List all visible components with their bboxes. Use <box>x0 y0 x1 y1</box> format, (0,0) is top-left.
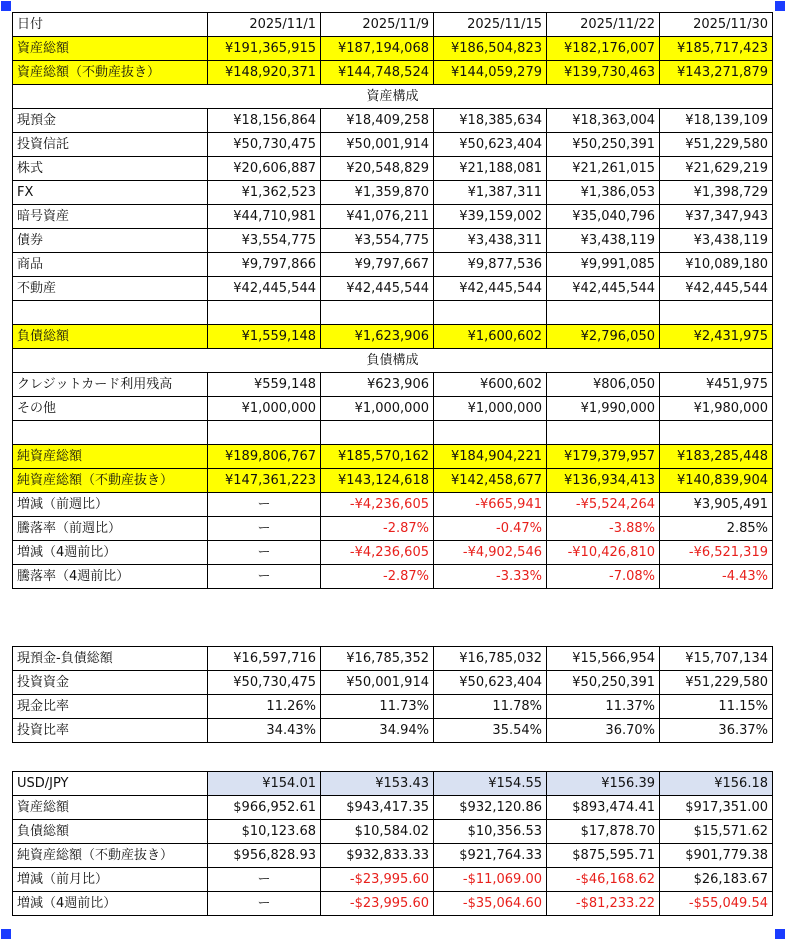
table-row <box>13 772 773 796</box>
table-row <box>13 421 773 445</box>
table-row <box>13 517 773 541</box>
value-cell[interactable]: $943,417.35 <box>321 796 434 820</box>
value-cell[interactable]: -2.87% <box>321 517 434 541</box>
table-row <box>13 157 773 181</box>
value-cell[interactable]: ¥18,385,634 <box>434 109 547 133</box>
value-cell[interactable]: 36.70% <box>547 719 660 743</box>
value-cell[interactable]: ¥1,000,000 <box>208 397 321 421</box>
row-label-cell[interactable]: 現預金-負債総額 <box>13 647 208 671</box>
table-row <box>13 109 773 133</box>
table-row <box>13 181 773 205</box>
value-cell[interactable]: ¥37,347,943 <box>660 205 773 229</box>
table-row <box>13 85 773 109</box>
row-label-cell[interactable]: 投資資金 <box>13 671 208 695</box>
date-cell[interactable]: 2025/11/22 <box>547 13 660 37</box>
blank-cell[interactable] <box>13 301 208 325</box>
value-cell[interactable]: ¥50,250,391 <box>547 133 660 157</box>
value-cell[interactable]: ¥1,600,602 <box>434 325 547 349</box>
value-cell[interactable]: $932,120.86 <box>434 796 547 820</box>
table-row <box>13 229 773 253</box>
row-label-cell[interactable]: 増減（前週比） <box>13 493 208 517</box>
value-cell[interactable]: 34.43% <box>208 719 321 743</box>
blank-cell[interactable] <box>321 421 434 445</box>
value-cell[interactable]: ¥9,797,667 <box>321 253 434 277</box>
value-cell[interactable]: ¥154.01 <box>208 772 321 796</box>
table-row <box>13 253 773 277</box>
row-label-cell[interactable]: その他 <box>13 397 208 421</box>
blank-cell[interactable] <box>434 421 547 445</box>
date-cell[interactable]: 2025/11/9 <box>321 13 434 37</box>
value-cell[interactable]: ¥154.55 <box>434 772 547 796</box>
value-cell[interactable]: -3.88% <box>547 517 660 541</box>
table-row <box>13 469 773 493</box>
value-cell[interactable]: ー <box>208 892 321 916</box>
value-cell[interactable]: ¥451,975 <box>660 373 773 397</box>
value-cell[interactable]: $10,123.68 <box>208 820 321 844</box>
value-cell[interactable]: $875,595.71 <box>547 844 660 868</box>
row-label-cell[interactable]: USD/JPY <box>13 772 208 796</box>
value-cell[interactable]: -7.08% <box>547 565 660 589</box>
usd-table <box>12 771 773 916</box>
value-cell[interactable]: -$23,995.60 <box>321 868 434 892</box>
table-row <box>13 892 773 916</box>
table-row <box>13 647 773 671</box>
row-label-cell[interactable]: 資産総額（不動産抜き） <box>13 61 208 85</box>
value-cell[interactable]: ¥156.39 <box>547 772 660 796</box>
value-cell[interactable]: ¥1,362,523 <box>208 181 321 205</box>
value-cell[interactable]: ¥191,365,915 <box>208 37 321 61</box>
row-label-cell[interactable]: 株式 <box>13 157 208 181</box>
value-cell[interactable]: $17,878.70 <box>547 820 660 844</box>
value-cell[interactable]: 11.37% <box>547 695 660 719</box>
value-cell[interactable]: ¥9,877,536 <box>434 253 547 277</box>
value-cell[interactable]: $15,571.62 <box>660 820 773 844</box>
value-cell[interactable]: ¥42,445,544 <box>547 277 660 301</box>
value-cell[interactable]: -¥6,521,319 <box>660 541 773 565</box>
value-cell[interactable]: ¥39,159,002 <box>434 205 547 229</box>
value-cell[interactable]: ¥179,379,957 <box>547 445 660 469</box>
value-cell[interactable]: $917,351.00 <box>660 796 773 820</box>
value-cell[interactable]: -4.43% <box>660 565 773 589</box>
value-cell[interactable]: ー <box>208 541 321 565</box>
value-cell[interactable]: ¥147,361,223 <box>208 469 321 493</box>
blank-cell[interactable] <box>547 421 660 445</box>
value-cell[interactable]: ¥42,445,544 <box>660 277 773 301</box>
value-cell[interactable]: -$46,168.62 <box>547 868 660 892</box>
value-cell[interactable]: ¥144,059,279 <box>434 61 547 85</box>
table-row <box>13 277 773 301</box>
value-cell[interactable]: ー <box>208 517 321 541</box>
row-label-cell[interactable]: 騰落率（4週前比） <box>13 565 208 589</box>
section-header-cell[interactable]: 負債構成 <box>13 349 773 373</box>
table-row <box>13 719 773 743</box>
value-cell[interactable]: $956,828.93 <box>208 844 321 868</box>
value-cell[interactable]: ¥189,806,767 <box>208 445 321 469</box>
row-label-cell[interactable]: クレジットカード利用残高 <box>13 373 208 397</box>
value-cell[interactable]: ¥1,623,906 <box>321 325 434 349</box>
value-cell[interactable]: ¥16,785,032 <box>434 647 547 671</box>
value-cell[interactable]: ¥42,445,544 <box>321 277 434 301</box>
row-label-cell[interactable]: 投資比率 <box>13 719 208 743</box>
value-cell[interactable]: 11.26% <box>208 695 321 719</box>
value-cell[interactable]: ¥21,188,081 <box>434 157 547 181</box>
selection-handle-bottom-left[interactable] <box>1 929 11 939</box>
selection-handle-top-right[interactable] <box>775 1 785 11</box>
row-label-cell[interactable]: 騰落率（前週比） <box>13 517 208 541</box>
table-row <box>13 695 773 719</box>
value-cell[interactable]: ¥20,606,887 <box>208 157 321 181</box>
value-cell[interactable]: ¥15,566,954 <box>547 647 660 671</box>
selection-handle-bottom-right[interactable] <box>775 929 785 939</box>
value-cell[interactable]: ¥10,089,180 <box>660 253 773 277</box>
value-cell[interactable]: ¥3,905,491 <box>660 493 773 517</box>
value-cell[interactable]: ¥1,398,729 <box>660 181 773 205</box>
value-cell[interactable]: 11.15% <box>660 695 773 719</box>
table-row <box>13 205 773 229</box>
value-cell[interactable]: -¥4,902,546 <box>434 541 547 565</box>
value-cell[interactable]: -¥4,236,605 <box>321 541 434 565</box>
row-label-cell[interactable]: 純資産総額 <box>13 445 208 469</box>
value-cell[interactable]: $26,183.67 <box>660 868 773 892</box>
table-row <box>13 61 773 85</box>
value-cell[interactable]: -$81,233.22 <box>547 892 660 916</box>
value-cell[interactable]: ¥1,000,000 <box>321 397 434 421</box>
value-cell[interactable]: ¥15,707,134 <box>660 647 773 671</box>
value-cell[interactable]: -¥665,941 <box>434 493 547 517</box>
value-cell[interactable]: -$11,069.00 <box>434 868 547 892</box>
blank-cell[interactable] <box>660 301 773 325</box>
value-cell[interactable]: ¥148,920,371 <box>208 61 321 85</box>
date-cell[interactable]: 2025/11/1 <box>208 13 321 37</box>
table-row <box>13 301 773 325</box>
value-cell[interactable]: ¥51,229,580 <box>660 133 773 157</box>
table-row <box>13 493 773 517</box>
table-row <box>13 373 773 397</box>
row-label-cell[interactable]: 債券 <box>13 229 208 253</box>
value-cell[interactable]: -$55,049.54 <box>660 892 773 916</box>
value-cell[interactable]: $932,833.33 <box>321 844 434 868</box>
blank-cell[interactable] <box>208 421 321 445</box>
row-label-cell[interactable]: 純資産総額（不動産抜き） <box>13 469 208 493</box>
value-cell[interactable]: ¥18,363,004 <box>547 109 660 133</box>
value-cell[interactable]: 36.37% <box>660 719 773 743</box>
value-cell[interactable]: $10,356.53 <box>434 820 547 844</box>
blank-cell[interactable] <box>547 301 660 325</box>
date-cell[interactable]: 2025/11/15 <box>434 13 547 37</box>
value-cell[interactable]: $10,584.02 <box>321 820 434 844</box>
value-cell[interactable]: ¥51,229,580 <box>660 671 773 695</box>
value-cell[interactable]: ¥50,623,404 <box>434 133 547 157</box>
blank-cell[interactable] <box>208 301 321 325</box>
value-cell[interactable]: ¥16,597,716 <box>208 647 321 671</box>
value-cell[interactable]: ¥44,710,981 <box>208 205 321 229</box>
date-cell[interactable]: 2025/11/30 <box>660 13 773 37</box>
section-header-cell[interactable]: 資産構成 <box>13 85 773 109</box>
value-cell[interactable]: -0.47% <box>434 517 547 541</box>
value-cell[interactable]: 34.94% <box>321 719 434 743</box>
row-label-cell[interactable]: 商品 <box>13 253 208 277</box>
value-cell[interactable]: 11.73% <box>321 695 434 719</box>
value-cell[interactable]: ¥21,261,015 <box>547 157 660 181</box>
value-cell[interactable]: ¥136,934,413 <box>547 469 660 493</box>
value-cell[interactable]: ¥156.18 <box>660 772 773 796</box>
row-label-cell[interactable]: 増減（前月比） <box>13 868 208 892</box>
value-cell[interactable]: ¥50,001,914 <box>321 133 434 157</box>
value-cell[interactable]: ¥1,387,311 <box>434 181 547 205</box>
value-cell[interactable]: ¥3,554,775 <box>321 229 434 253</box>
value-cell[interactable]: ¥140,839,904 <box>660 469 773 493</box>
value-cell[interactable]: ¥186,504,823 <box>434 37 547 61</box>
value-cell[interactable]: 2.85% <box>660 517 773 541</box>
table-row <box>13 868 773 892</box>
value-cell[interactable]: ¥35,040,796 <box>547 205 660 229</box>
value-cell[interactable]: ¥1,000,000 <box>434 397 547 421</box>
table-row <box>13 325 773 349</box>
row-label-cell[interactable]: 増減（4週前比） <box>13 892 208 916</box>
value-cell[interactable]: ¥139,730,463 <box>547 61 660 85</box>
value-cell[interactable]: ¥1,990,000 <box>547 397 660 421</box>
value-cell[interactable]: ¥559,148 <box>208 373 321 397</box>
row-label-cell[interactable]: 資産総額 <box>13 796 208 820</box>
value-cell[interactable]: ¥18,156,864 <box>208 109 321 133</box>
value-cell[interactable]: ¥600,602 <box>434 373 547 397</box>
value-cell[interactable]: ¥184,904,221 <box>434 445 547 469</box>
value-cell[interactable]: ¥50,623,404 <box>434 671 547 695</box>
value-cell[interactable]: 11.78% <box>434 695 547 719</box>
value-cell[interactable]: ¥187,194,068 <box>321 37 434 61</box>
value-cell[interactable]: $901,779.38 <box>660 844 773 868</box>
value-cell[interactable]: ¥2,796,050 <box>547 325 660 349</box>
table-row <box>13 565 773 589</box>
row-label-cell[interactable]: 資産総額 <box>13 37 208 61</box>
blank-cell[interactable] <box>321 301 434 325</box>
table-row <box>13 844 773 868</box>
value-cell[interactable]: ¥9,991,085 <box>547 253 660 277</box>
value-cell[interactable]: $893,474.41 <box>547 796 660 820</box>
cash-ratio-table <box>12 646 773 743</box>
value-cell[interactable]: -¥10,426,810 <box>547 541 660 565</box>
value-cell[interactable]: ¥3,438,119 <box>660 229 773 253</box>
net-worth-table <box>12 12 773 589</box>
table-row <box>13 671 773 695</box>
value-cell[interactable]: ¥18,409,258 <box>321 109 434 133</box>
value-cell[interactable]: ¥20,548,829 <box>321 157 434 181</box>
value-cell[interactable]: ¥3,554,775 <box>208 229 321 253</box>
value-cell[interactable]: ¥3,438,311 <box>434 229 547 253</box>
value-cell[interactable]: ¥183,285,448 <box>660 445 773 469</box>
value-cell[interactable]: ¥50,250,391 <box>547 671 660 695</box>
value-cell[interactable]: ¥50,730,475 <box>208 133 321 157</box>
row-label-cell[interactable]: 純資産総額（不動産抜き） <box>13 844 208 868</box>
value-cell[interactable]: ¥144,748,524 <box>321 61 434 85</box>
table-row <box>13 445 773 469</box>
value-cell[interactable]: ¥1,359,870 <box>321 181 434 205</box>
value-cell[interactable]: ¥41,076,211 <box>321 205 434 229</box>
blank-cell[interactable] <box>434 301 547 325</box>
value-cell[interactable]: ¥42,445,544 <box>434 277 547 301</box>
date-header-row <box>13 13 773 37</box>
value-cell[interactable]: ¥185,570,162 <box>321 445 434 469</box>
date-label-cell[interactable]: 日付 <box>13 13 208 37</box>
value-cell[interactable]: -$35,064.60 <box>434 892 547 916</box>
value-cell[interactable]: ¥1,559,148 <box>208 325 321 349</box>
value-cell[interactable]: ¥185,717,423 <box>660 37 773 61</box>
value-cell[interactable]: -3.33% <box>434 565 547 589</box>
value-cell[interactable]: ¥182,176,007 <box>547 37 660 61</box>
blank-cell[interactable] <box>13 421 208 445</box>
value-cell[interactable]: ¥50,730,475 <box>208 671 321 695</box>
value-cell[interactable]: ー <box>208 565 321 589</box>
value-cell[interactable]: ¥42,445,544 <box>208 277 321 301</box>
table-row <box>13 796 773 820</box>
value-cell[interactable]: ¥2,431,975 <box>660 325 773 349</box>
table-row <box>13 397 773 421</box>
value-cell[interactable]: ¥16,785,352 <box>321 647 434 671</box>
value-cell[interactable]: -¥5,524,264 <box>547 493 660 517</box>
value-cell[interactable]: ¥143,271,879 <box>660 61 773 85</box>
value-cell[interactable]: ¥18,139,109 <box>660 109 773 133</box>
value-cell[interactable]: ¥143,124,618 <box>321 469 434 493</box>
blank-cell[interactable] <box>660 421 773 445</box>
selection-handle-top-left[interactable] <box>1 1 11 11</box>
row-label-cell[interactable]: 負債総額 <box>13 820 208 844</box>
value-cell[interactable]: ¥1,386,053 <box>547 181 660 205</box>
table-row <box>13 349 773 373</box>
value-cell[interactable]: $966,952.61 <box>208 796 321 820</box>
value-cell[interactable]: -¥4,236,605 <box>321 493 434 517</box>
row-label-cell[interactable]: 暗号資産 <box>13 205 208 229</box>
row-label-cell[interactable]: 増減（4週前比） <box>13 541 208 565</box>
value-cell[interactable]: ¥153.43 <box>321 772 434 796</box>
value-cell[interactable]: ¥3,438,119 <box>547 229 660 253</box>
value-cell[interactable]: ー <box>208 493 321 517</box>
value-cell[interactable]: ¥142,458,677 <box>434 469 547 493</box>
value-cell[interactable]: ¥21,629,219 <box>660 157 773 181</box>
row-label-cell[interactable]: 投資信託 <box>13 133 208 157</box>
row-label-cell[interactable]: 現金比率 <box>13 695 208 719</box>
row-label-cell[interactable]: 現預金 <box>13 109 208 133</box>
table-row <box>13 37 773 61</box>
value-cell[interactable]: 35.54% <box>434 719 547 743</box>
value-cell[interactable]: -$23,995.60 <box>321 892 434 916</box>
row-label-cell[interactable]: 不動産 <box>13 277 208 301</box>
value-cell[interactable]: ¥1,980,000 <box>660 397 773 421</box>
row-label-cell[interactable]: FX <box>13 181 208 205</box>
row-label-cell[interactable]: 負債総額 <box>13 325 208 349</box>
table-row <box>13 541 773 565</box>
value-cell[interactable]: $921,764.33 <box>434 844 547 868</box>
value-cell[interactable]: ¥623,906 <box>321 373 434 397</box>
table-row <box>13 820 773 844</box>
table-row <box>13 133 773 157</box>
value-cell[interactable]: -2.87% <box>321 565 434 589</box>
value-cell[interactable]: ¥806,050 <box>547 373 660 397</box>
value-cell[interactable]: ¥50,001,914 <box>321 671 434 695</box>
value-cell[interactable]: ー <box>208 868 321 892</box>
value-cell[interactable]: ¥9,797,866 <box>208 253 321 277</box>
